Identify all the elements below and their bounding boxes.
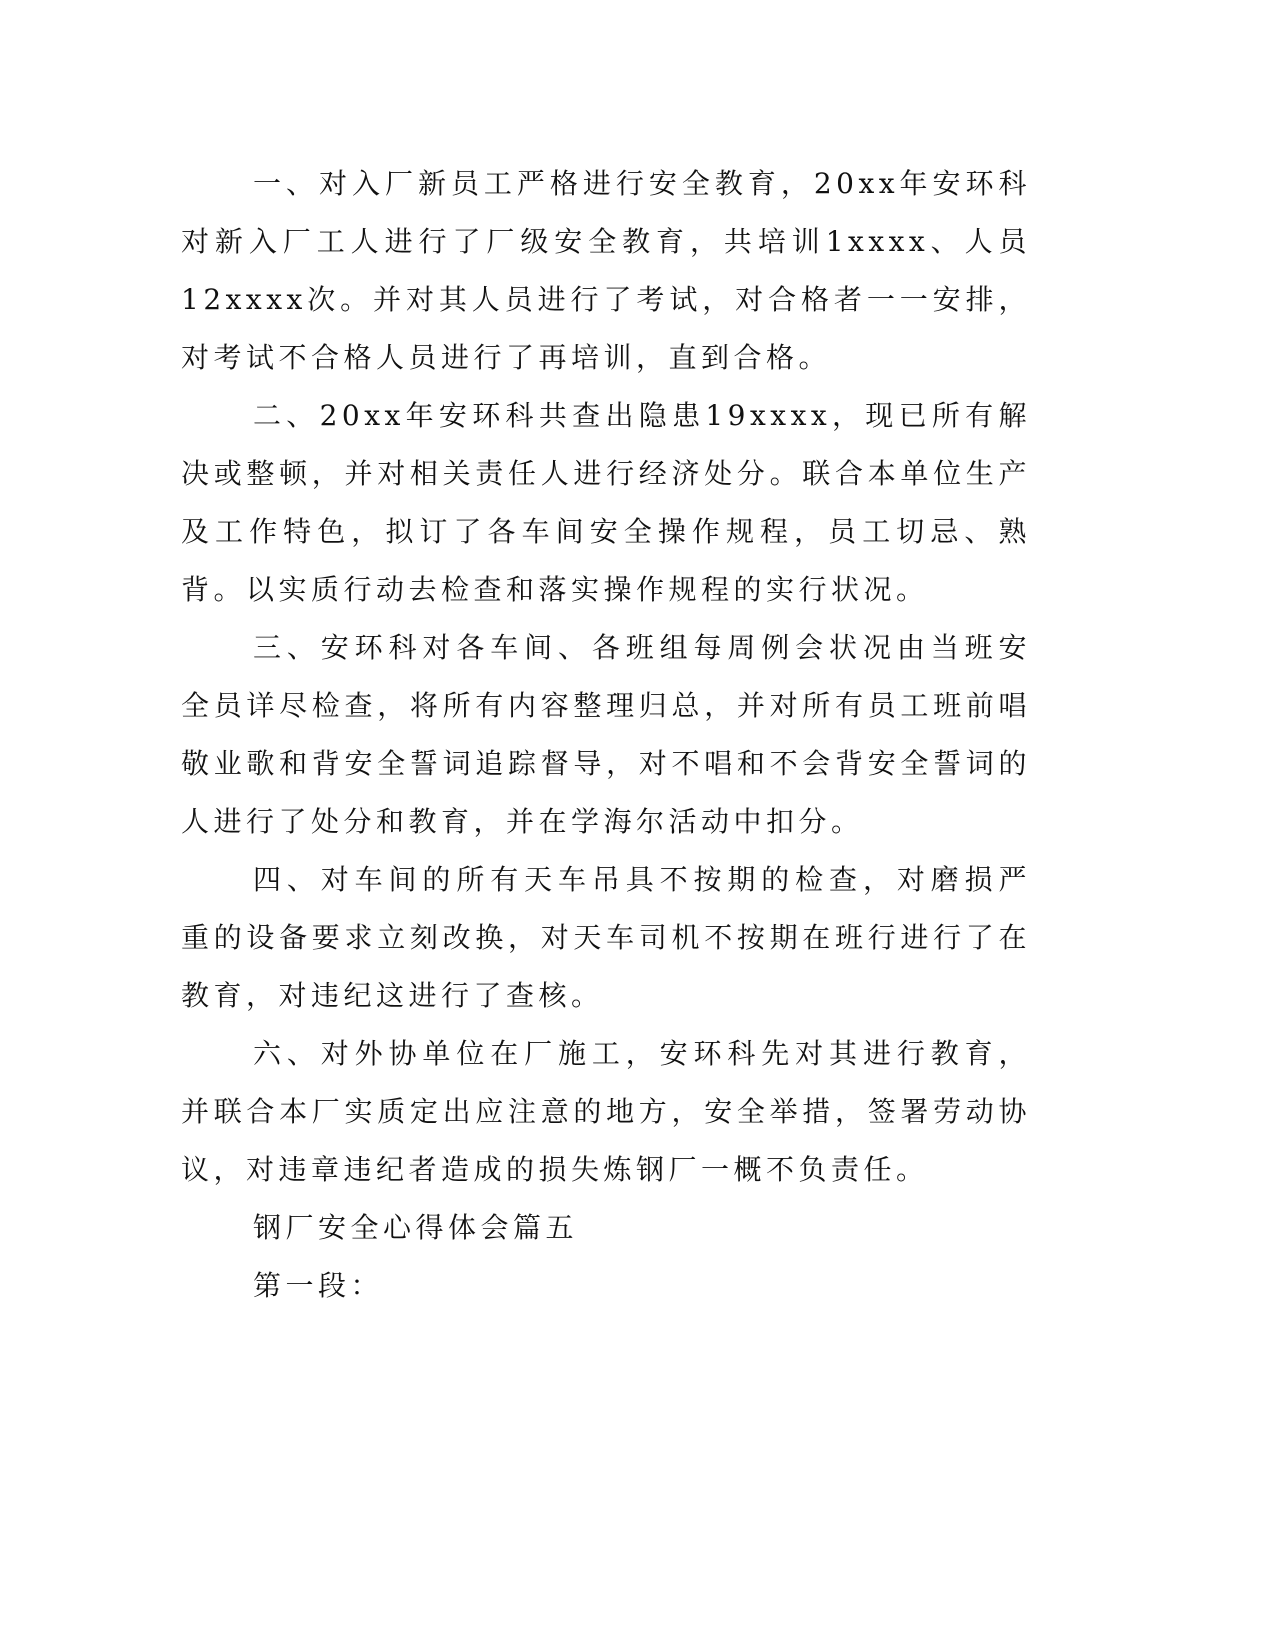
section-title: 钢厂安全心得体会篇五 <box>253 1211 579 1244</box>
paragraph-1: 一、对入厂新员工严格进行安全教育，20xx年安环科对新入厂工人进行了厂级安全教育，共培训1xxxx、人员12xxxx次。并对其人员进行了考试，对合格者一一安排，对考试不合格人员进行了再培训，直到合格。 <box>181 167 1031 374</box>
subsection-label: 第一段： <box>253 1269 384 1302</box>
document-body <box>181 155 1031 1315</box>
paragraph-5: 六、对外协单位在厂施工，安环科先对其进行教育，并联合本厂实质定出应注意的地方，安全举措，签署劳动协议，对违章违纪者造成的损失炼钢厂一概不负责任。 <box>181 1037 1031 1186</box>
paragraph-2: 二、20xx年安环科共查出隐患19xxxx，现已所有解决或整顿，并对相关责任人进行经济处分。联合本单位生产及工作特色，拟订了各车间安全操作规程，员工切忌、熟背。以实质行动去检查和落实操作规程的实行状况。 <box>181 399 1031 606</box>
paragraph-4: 四、对车间的所有天车吊具不按期的检查，对磨损严重的设备要求立刻改换，对天车司机不按期在班行进行了在教育，对违纪这进行了查核。 <box>181 863 1031 1012</box>
paragraph-3: 三、安环科对各车间、各班组每周例会状况由当班安全员详尽检查，将所有内容整理归总，并对所有员工班前唱敬业歌和背安全誓词追踪督导，对不唱和不会背安全誓词的人进行了处分和教育，并在学海尔活动中扣分。 <box>181 631 1031 838</box>
